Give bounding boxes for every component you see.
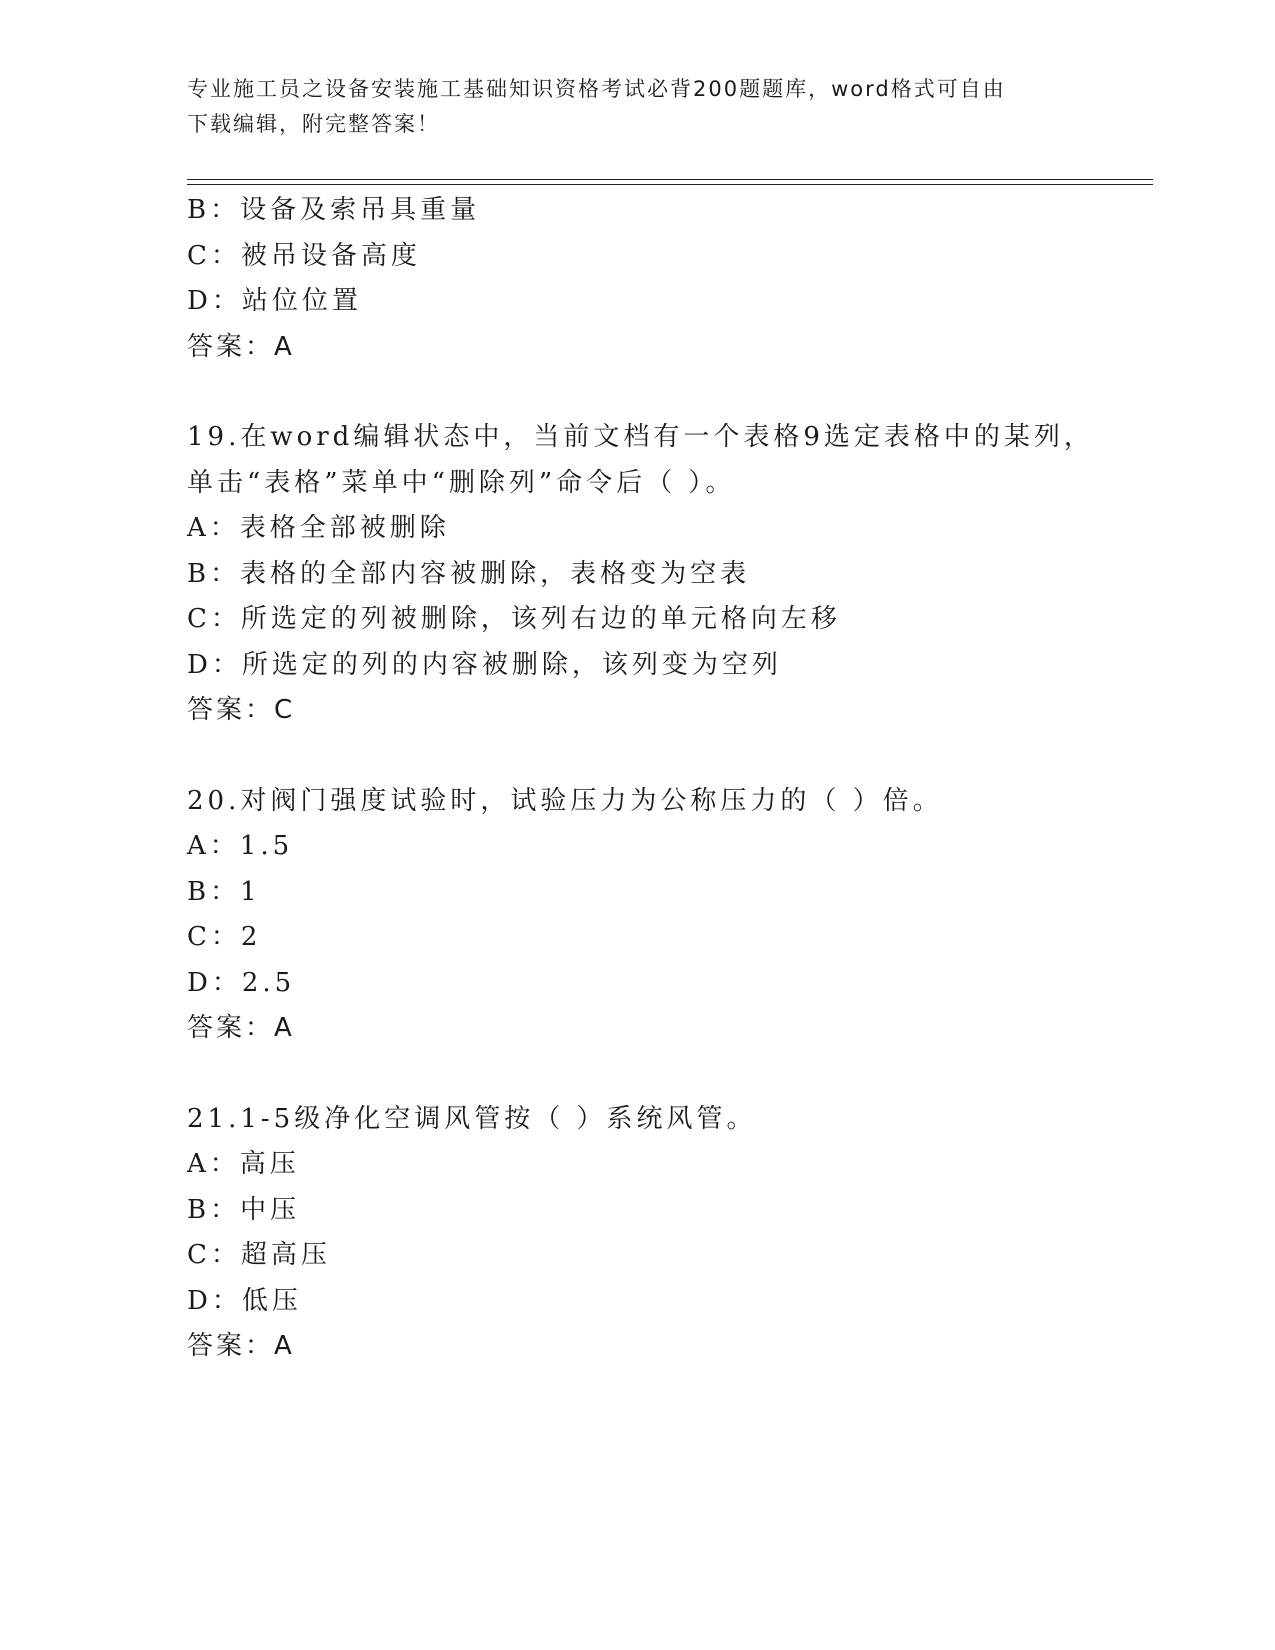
option-c: C：被吊设备高度: [187, 240, 421, 271]
option-d: D：2.5: [187, 967, 296, 998]
question-stem-line: 21.1-5级净化空调风管按（ ）系统风管。: [187, 1103, 757, 1134]
question-19: [187, 415, 1094, 734]
option-b: B：表格的全部内容被删除，表格变为空表: [187, 558, 751, 589]
option-d: D：低压: [187, 1285, 302, 1316]
header-line-1: 专业施工员之设备安装施工基础知识资格考试必背200题题库，word格式可自由: [187, 77, 1006, 101]
option-c: C：超高压: [187, 1240, 331, 1270]
option-c: C：2: [187, 922, 262, 952]
previous-question-block: [187, 188, 1087, 370]
option-a: A：表格全部被删除: [187, 513, 450, 543]
option-d: D：站位位置: [187, 286, 362, 316]
answer-line: 答案：A: [187, 1013, 295, 1043]
option-a: A：高压: [187, 1149, 300, 1179]
answer-line: 答案：A: [187, 331, 295, 362]
document-body: [187, 188, 1094, 1370]
option-b: B：1: [187, 876, 261, 907]
option-c: C：所选定的列被删除，该列右边的单元格向左移: [187, 604, 841, 634]
question-stem-line: 20.对阀门强度试验时，试验压力为公称压力的（ ）倍。: [187, 785, 943, 816]
question-stem-line: 单击“表格”菜单中“删除列”命令后（ ）。: [187, 467, 736, 498]
question-20: [187, 779, 1087, 1052]
question-stem-line: 19.在word编辑状态中，当前文档有一个表格9选定表格中的某列，: [187, 422, 1094, 452]
answer-line: 答案：C: [187, 695, 296, 725]
page-header: [187, 72, 1067, 142]
header-divider: [187, 179, 1153, 185]
header-line-2: 下载编辑，附完整答案！: [187, 112, 440, 136]
answer-line: 答案：A: [187, 1331, 295, 1361]
option-b: B：设备及索吊具重量: [187, 195, 481, 225]
option-b: B：中压: [187, 1194, 301, 1225]
option-d: D：所选定的列的内容被删除，该列变为空列: [187, 649, 782, 680]
option-a: A：1.5: [187, 831, 294, 861]
question-21: [187, 1097, 1087, 1370]
